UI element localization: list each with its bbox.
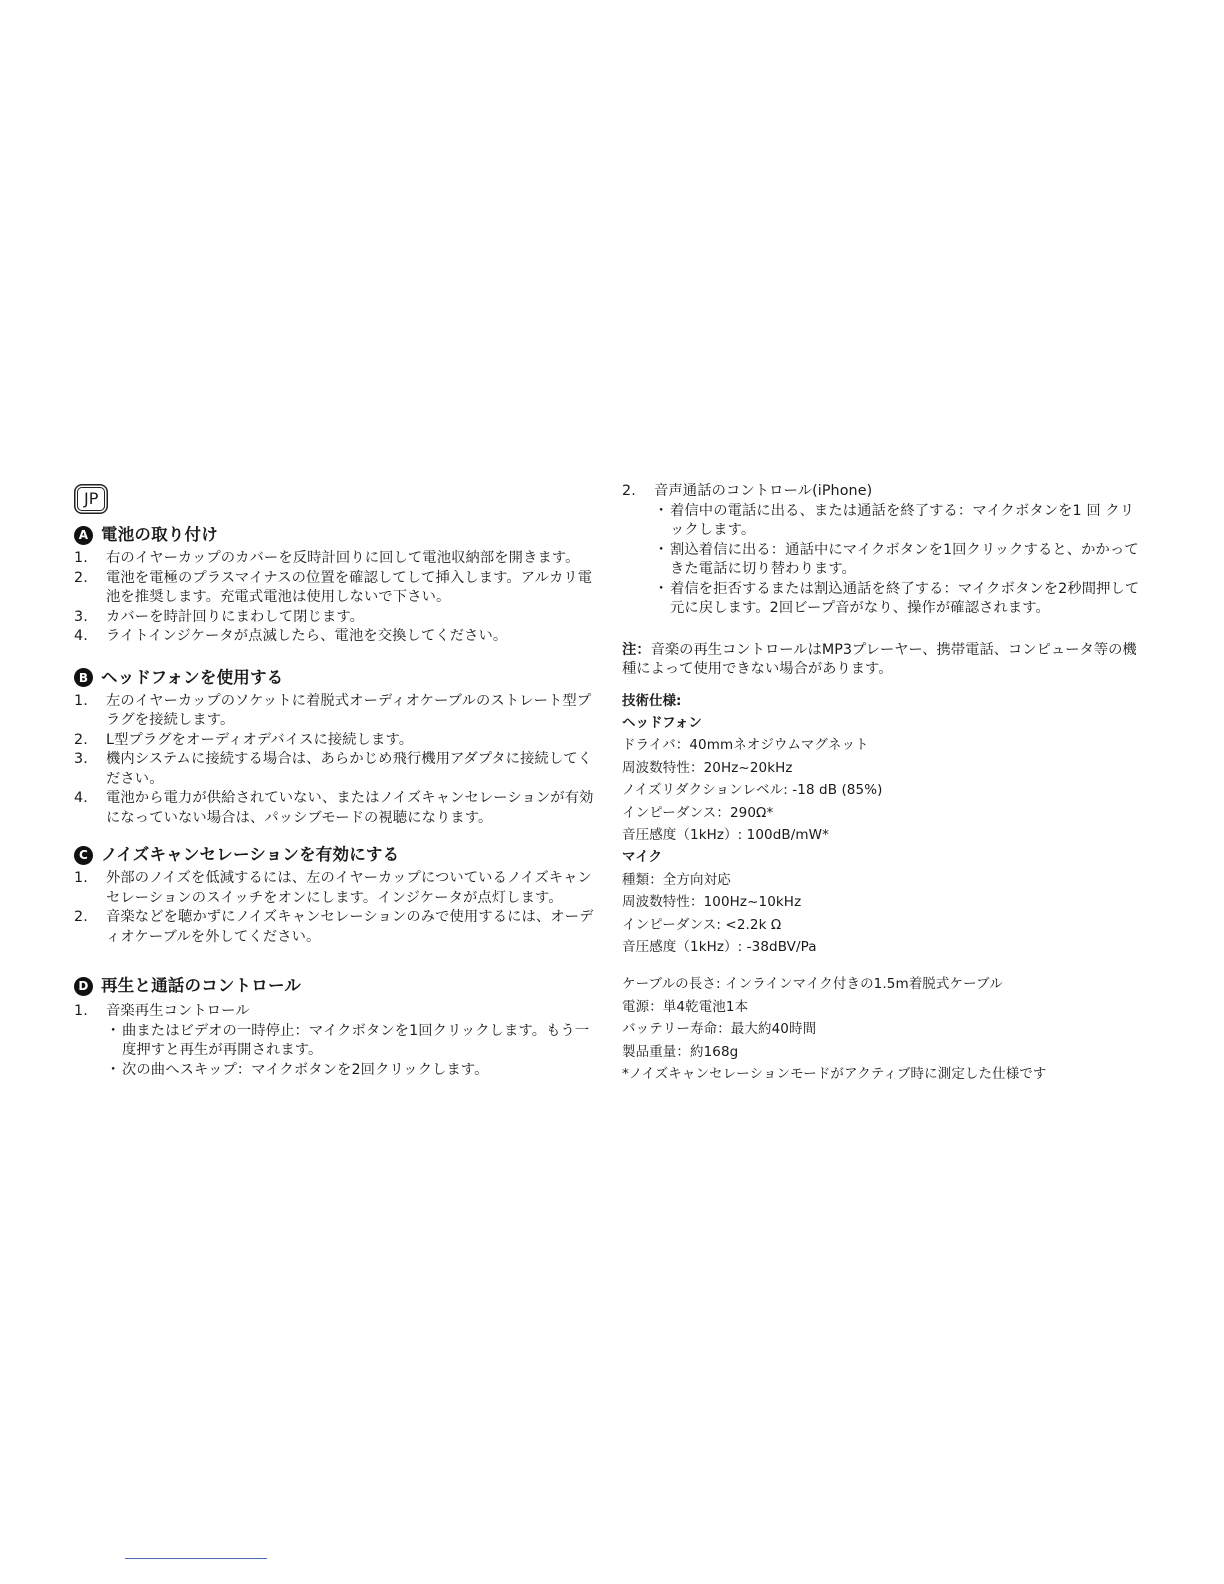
spec-line: 周波数特性：100Hz~10kHz [622, 894, 802, 911]
item-number: 1. [74, 692, 88, 709]
section-battery-install [74, 524, 594, 647]
section-heading [74, 844, 594, 866]
item-number: 1. [74, 870, 88, 886]
spec-line: 音圧感度（1kHz）: -38dBV/Pa [622, 938, 817, 955]
section-noise-cancel [74, 844, 594, 947]
section-title: 電池の取り付け [101, 525, 218, 544]
section-title: ヘッドフォンを使用する [101, 667, 284, 687]
section-title: ノイズキャンセレーションを有効にする [101, 845, 400, 864]
list-item [622, 482, 1142, 619]
footer-divider [125, 1558, 267, 1559]
list-item [74, 549, 594, 569]
bullet-text: 次の曲へスキップ：マイクボタンを2回クリックします。 [122, 1061, 489, 1078]
headphone-heading: ヘッドフォン [622, 714, 702, 731]
bullet-text: 着信中の電話に出る、または通話を終了する：マイクボタンを1 回 クリックします。 [670, 502, 1135, 538]
section-playback-call [74, 975, 594, 1080]
item-text: 音楽などを聴かずにノイズキャンセレーションのみで使用するには、オーディオケーブルを外してください。 [106, 909, 594, 945]
steps-list [74, 1002, 594, 1080]
list-item [74, 692, 594, 731]
spec-line: ドライバ：40mmネオジウムマグネット [622, 737, 869, 754]
spec-line: 音圧感度（1kHz）: 100dB/mW* [622, 826, 829, 843]
section-heading [74, 524, 594, 546]
section-marker-c: C [74, 846, 93, 865]
bullet-list [106, 1022, 594, 1081]
specs-block [622, 690, 1142, 1086]
spec-line: 種類：全方向対応 [622, 871, 731, 888]
section-use-headphones [74, 667, 594, 829]
item-text: ライトインジケータが点滅したら、電池を交換してください。 [106, 628, 508, 644]
note-label: 注： [622, 641, 651, 658]
item-number: 2. [74, 909, 88, 925]
bullet-item: ・ 次の曲へスキップ：マイクボタンを2回クリックします。 [106, 1061, 489, 1078]
note-paragraph [622, 641, 1142, 680]
list-item [74, 789, 594, 828]
item-text: 電池から電力が供給されていない、またはノイズキャンセレーションが有効になっていない場合は、パッシブモードの視聴になります。 [106, 790, 594, 826]
bullet-item: ・ 曲またはビデオの一時停止：マイクボタンを1回クリックします。もう一度押すと再生が再開されます。 [106, 1022, 590, 1058]
list-item [74, 731, 594, 751]
bullet-item: ・ 着信を拒否するまたは割込通話を終了する：マイクボタンを2秒間押して元に戻します。2回ビープ音がなり、操作が確認されます。 [654, 580, 1140, 616]
item-text: 電池を電極のプラスマイナスの位置を確認してして挿入します。アルカリ電池を推奨します。充電式電池は使用しないで下さい。 [106, 569, 593, 605]
steps-list [74, 549, 594, 647]
list-item [74, 1002, 594, 1080]
item-text: 音声通話のコントロール(iPhone) [654, 483, 873, 499]
specs-title: 技術仕様: [622, 692, 682, 709]
spec-footnote: *ノイズキャンセレーションモードがアクティブ時に測定した仕様です [622, 1066, 1047, 1082]
item-text: 外部のノイズを低減するには、左のイヤーカップについているノイズキャンセレーションのスイッチをオンにします。インジケータが点灯します。 [106, 870, 592, 906]
spec-line: バッテリー寿命：最大約40時間 [622, 1021, 817, 1038]
item-text: 右のイヤーカップのカバーを反時計回りに回して電池収納部を開きます。 [106, 550, 580, 566]
section-title: 再生と通話のコントロール [101, 976, 302, 995]
section-heading [74, 667, 594, 689]
item-text: カバーを時計回りにまわして閉じます。 [106, 608, 364, 625]
spec-line: ノイズリダクションレベル: -18 dB (85%) [622, 782, 883, 799]
item-text: L型プラグをオーディオデバイスに接続します。 [106, 731, 414, 748]
item-text: 機内システムに接続する場合は、あらかじめ飛行機用アダプタに接続してください。 [106, 751, 593, 787]
item-number: 2. [74, 731, 88, 748]
item-text: 左のイヤーカップのソケットに着脱式オーディオケーブルのストレート型プラグを接続します。 [106, 692, 592, 728]
item-text: 音楽再生コントロール [106, 1003, 250, 1019]
item-number: 4. [74, 628, 88, 644]
spec-line: インピーダンス: <2.2k Ω [622, 916, 782, 933]
spec-line: 製品重量：約168g [622, 1043, 739, 1060]
item-number: 1. [74, 1003, 88, 1019]
spec-line: 周波数特性：20Hz~20kHz [622, 759, 793, 776]
spec-line: インピーダンス：290Ω* [622, 804, 774, 821]
bullet-text: 曲またはビデオの一時停止：マイクボタンを1回クリックします。もう一度押すと再生が再開されます。 [122, 1022, 590, 1058]
section-heading [74, 975, 594, 997]
item-number: 3. [74, 751, 88, 767]
item-number: 2. [622, 483, 636, 499]
spec-line: ケーブルの長さ: インラインマイク付きの1.5m着脱式ケーブル [622, 976, 1003, 993]
section-marker-d: D [74, 977, 93, 996]
item-number: 1. [74, 550, 88, 566]
right-column [622, 482, 1142, 1085]
bullet-list [654, 502, 1142, 619]
other-specs [622, 973, 1142, 1085]
left-column [74, 484, 594, 1080]
bullet-item: ・ 着信中の電話に出る、または通話を終了する：マイクボタンを1 回 クリックします。 [654, 502, 1135, 538]
section-marker-a: A [74, 526, 93, 545]
mic-heading: マイク [622, 849, 662, 866]
item-number: 4. [74, 790, 88, 806]
section-marker-b: B [74, 668, 93, 687]
steps-list [622, 482, 1142, 619]
note-text: 音楽の再生コントロールはMP3プレーヤー、携帯電話、コンピュータ等の機種によって使用できない場合があります。 [622, 641, 1137, 677]
list-item [74, 869, 594, 908]
steps-list [74, 692, 594, 829]
bullet-text: 着信を拒否するまたは割込通話を終了する：マイクボタンを2秒間押して元に戻します。2回ビープ音がなり、操作が確認されます。 [670, 580, 1140, 616]
language-badge: JP [77, 487, 105, 511]
list-item [74, 569, 594, 608]
item-number: 3. [74, 608, 88, 625]
steps-list [74, 869, 594, 947]
list-item [74, 750, 594, 789]
bullet-item: ・ 割込着信に出る：通話中にマイクボタンを1回クリックすると、かかってきた電話に切り替わります。 [654, 541, 1139, 577]
bullet-text: 割込着信に出る：通話中にマイクボタンを1回クリックすると、かかってきた電話に切り替わります。 [670, 541, 1139, 577]
list-item [74, 608, 594, 628]
spec-line: 電源：単4乾電池1本 [622, 998, 749, 1015]
list-item [74, 627, 594, 647]
item-number: 2. [74, 569, 88, 586]
list-item [74, 908, 594, 947]
